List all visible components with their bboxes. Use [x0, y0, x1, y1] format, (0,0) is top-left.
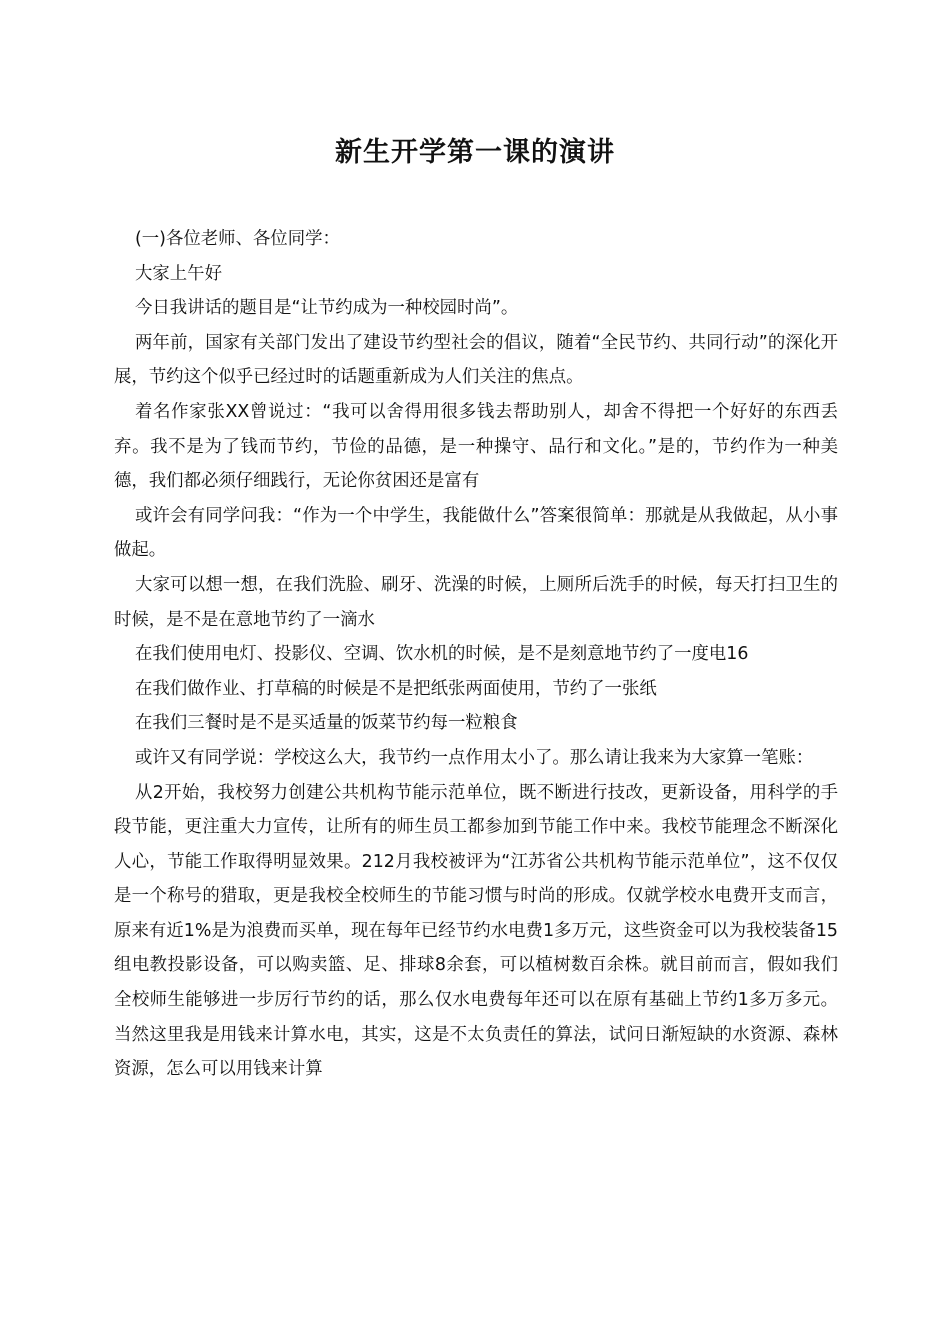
paragraph: 从2开始，我校努力创建公共机构节能示范单位，既不断进行技改，更新设备，用科学的手段节能，更注重大力宣传，让所有的师生员工都参加到节能工作中来。我校节能理念不断深化人心，节能工作取得明显效果。212月我校被评为“江苏省公共机构节能示范单位”，这不仅仅是一个称号的猎取，更是我校全校师生的节能习惯与时尚的形成。仅就学校水电费开支而言，原来有近1%是为浪费而买单，现在每年已经节约水电费1多万元，这些资金可以为我校装备15组电教投影设备，可以购卖篮、足、排球8余套，可以植树数百余株。就目前而言，假如我们全校师生能够进一步厉行节约的话，那么仅水电费每年还可以在原有基础上节约1多万多元。当然这里我是用钱来计算水电，其实，这是不太负责任的算法，试问日渐短缺的水资源、森林资源，怎么可以用钱来计算: [114, 782, 838, 1080]
paragraph-salutation: (一)各位老师、各位同学：: [135, 229, 340, 249]
paragraph-greeting: 大家上午好: [135, 263, 222, 284]
document-body: [114, 222, 838, 1087]
paragraph: 着名作家张XX曾说过：“我可以舍得用很多钱去帮助别人，却舍不得把一个好好的东西丢弃。我不是为了钱而节约，节俭的品德，是一种操守、品行和文化。”是的，节约作为一种美德，我们都必须仔细践行，无论你贫困还是富有: [114, 401, 838, 492]
document-title: 新生开学第一课的演讲: [335, 137, 615, 168]
paragraph: 在我们三餐时是不是买适量的饭菜节约每一粒粮食: [135, 713, 518, 734]
paragraph: 在我们做作业、打草稿的时候是不是把纸张两面使用，节约了一张纸: [135, 678, 657, 699]
paragraph: 或许会有同学问我：“作为一个中学生，我能做什么”答案很简单：那就是从我做起，从小事做起。: [114, 505, 838, 561]
paragraph: 两年前，国家有关部门发出了建设节约型社会的倡议，随着“全民节约、共同行动”的深化开展，节约这个似乎已经过时的话题重新成为人们关注的焦点。: [114, 332, 838, 388]
paragraph: 大家可以想一想，在我们洗脸、刷牙、洗澡的时候，上厕所后洗手的时候，每天打扫卫生的时候，是不是在意地节约了一滴水: [114, 574, 838, 630]
paragraph: 在我们使用电灯、投影仪、空调、饮水机的时候，是不是刻意地节约了一度电16: [135, 644, 749, 665]
paragraph: 或许又有同学说：学校这么大，我节约一点作用太小了。那么请让我来为大家算一笔账：: [135, 747, 814, 768]
paragraph-topic: 今日我讲话的题目是“让节约成为一种校园时尚”。: [135, 298, 519, 319]
